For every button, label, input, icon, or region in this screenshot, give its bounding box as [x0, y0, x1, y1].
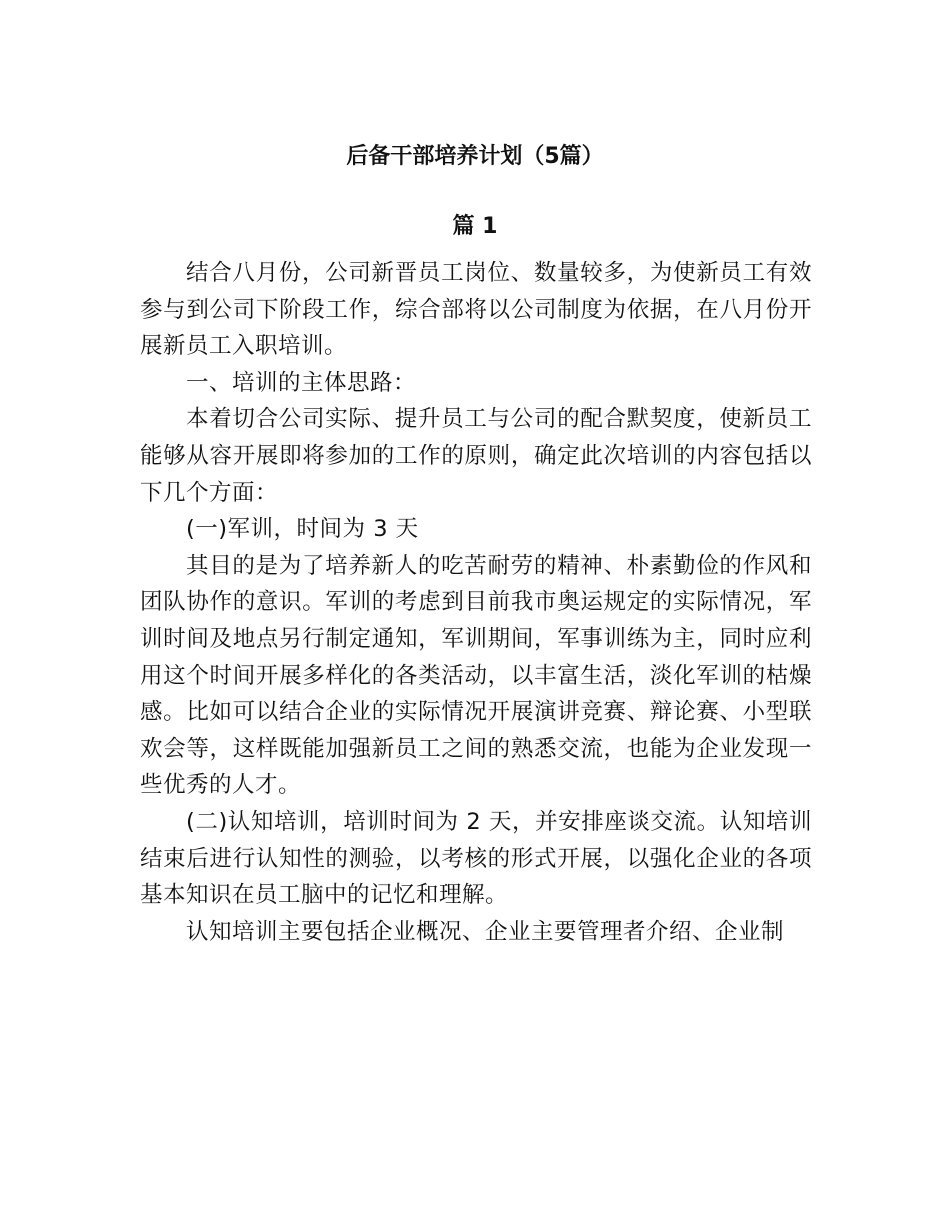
document-title: 后备干部培养计划（5篇） — [346, 144, 604, 169]
paragraph-military-training: 其目的是为了培养新人的吃苦耐劳的精神、朴素勤俭的作风和团队协作的意识。军训的考虑到目前我市奥运规定的实际情况，军训时间及地点另行制定通知，军训期间，军事训练为主，同时应利用这个时间开展多样化的各类活动，以丰富生活，淡化军训的枯燥感。比如可以结合企业的实际情况开展演讲竞赛、辩论赛、小型联欢会等，这样既能加强新员工之间的熟悉交流，也能为企业发现一些优秀的人才。 — [140, 552, 812, 799]
document-body — [140, 255, 812, 950]
paragraph-item-2: (二)认知培训，培训时间为 2 天，并安排座谈交流。认知培训结束后进行认知性的测验，以考核的形式开展，以强化企业的各项基本知识在员工脑中的记忆和理解。 — [140, 808, 812, 909]
paragraph-cognitive-training: 认知培训主要包括企业概况、企业主要管理者介绍、企业制 — [186, 918, 785, 945]
section-heading: 篇 1 — [452, 214, 498, 239]
paragraph-intro: 结合八月份，公司新晋员工岗位、数量较多，为使新员工有效参与到公司下阶段工作，综合部将以公司制度为依据，在八月份开展新员工入职培训。 — [140, 260, 812, 360]
paragraph-heading-1: 一、培训的主体思路： — [186, 369, 417, 396]
paragraph-item-1: (一)军训，时间为 3 天 — [186, 516, 419, 543]
paragraph-principle: 本着切合公司实际、提升员工与公司的配合默契度，使新员工能够从容开展即将参加的工作的原则，确定此次培训的内容包括以下几个方面： — [140, 406, 812, 506]
